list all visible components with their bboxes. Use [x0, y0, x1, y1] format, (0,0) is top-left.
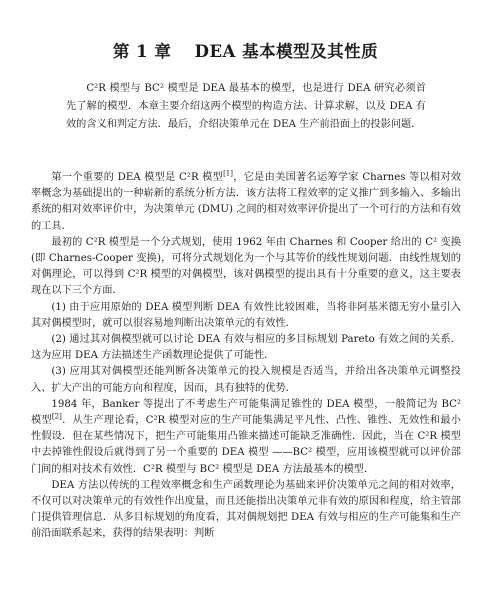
paragraph: 1984 年，Banker 等提出了不考虑生产可能集满足锥性的 DEA 模型，一般简记为 BC² 模型[2]．从生产理论看，C²R 模型对应的生产可能集满足平凡性、凸性、锥性、无效性和最小性假设．但在某些情况下，把生产可能集用凸锥来描述可能缺乏准确性．因此，当在 C²R 模型中去掉锥性假设后就得到了另一个重要的 DEA 模型 ——BC² 模型，应用该模型就可以评价部门间的相对技术有效性．C²R 模型与 BC² 模型是 DEA 方法最基本的模型． — [31, 398, 461, 475]
body-text — [31, 170, 461, 543]
paragraph: DEA 方法以传统的工程效率概念和生产函数理论为基础来评价决策单元之间的相对效率，不仅可以对决策单元的有效性作出度量，而且还能指出决策单元非有效的原因和程度，给主管部门提供管理信息．从多目标规划的角度看，其对偶规划把 DEA 有效与相应的生产可能集和生产前沿面联系起来，获得的结果表明：判断 — [31, 479, 461, 540]
paragraph: (3) 应用其对偶模型还能判断各决策单元的投入规模是否适当，并给出各决策单元调整投入、扩大产出的可能方向和程度，因而，具有独特的优势． — [31, 366, 461, 394]
paragraph: 第一个重要的 DEA 模型是 C²R 模型[1]，它是由美国著名运筹学家 Charnes 等以相对效率概念为基础提出的一种崭新的系统分析方法．该方法将工程效率的定义推广到多输入、多输出系统的相对效率评价中，为决策单元 (DMU) 之间的相对效率评价提出了一个可行的方法和有效的工具． — [31, 169, 462, 232]
chapter-abstract — [66, 80, 426, 134]
chapter-title: 第 1 章 DEA 基本模型及其性质 — [112, 42, 379, 61]
paragraph: (1) 由于应用原始的 DEA 模型判断 DEA 有效性比较困难，当将非阿基米德无穷小量引入其对偶模型时，就可以很容易地判断出决策单元的有效性． — [31, 301, 461, 329]
abstract-text: C²R 模型与 BC² 模型是 DEA 最基本的模型，也是进行 DEA 研究必须首先了解的模型．本章主要介绍这两个模型的构造方法、计算求解，以及 DEA 有效的含义和判定方法．最后，介绍决策单元在 DEA 生产前沿面上的投影问题． — [66, 83, 426, 130]
paragraph: (2) 通过其对偶模型就可以讨论 DEA 有效与相应的多目标规划 Pareto 有效之间的关系．这为应用 DEA 方法描述生产函数理论提供了可能性． — [31, 334, 461, 362]
paragraph: 最初的 C²R 模型是一个分式规划，使用 1962 年由 Charnes 和 Cooper 给出的 C² 变换 (即 Charnes-Cooper 变换)，可将分式规划化为一个与其等价的线性规划问题．由线性规划的对偶理论，可以得到 C²R 模型的对偶模型，该对偶模型的提出具有十分重要的意义，这主要表现在以下三个方面． — [31, 236, 461, 297]
